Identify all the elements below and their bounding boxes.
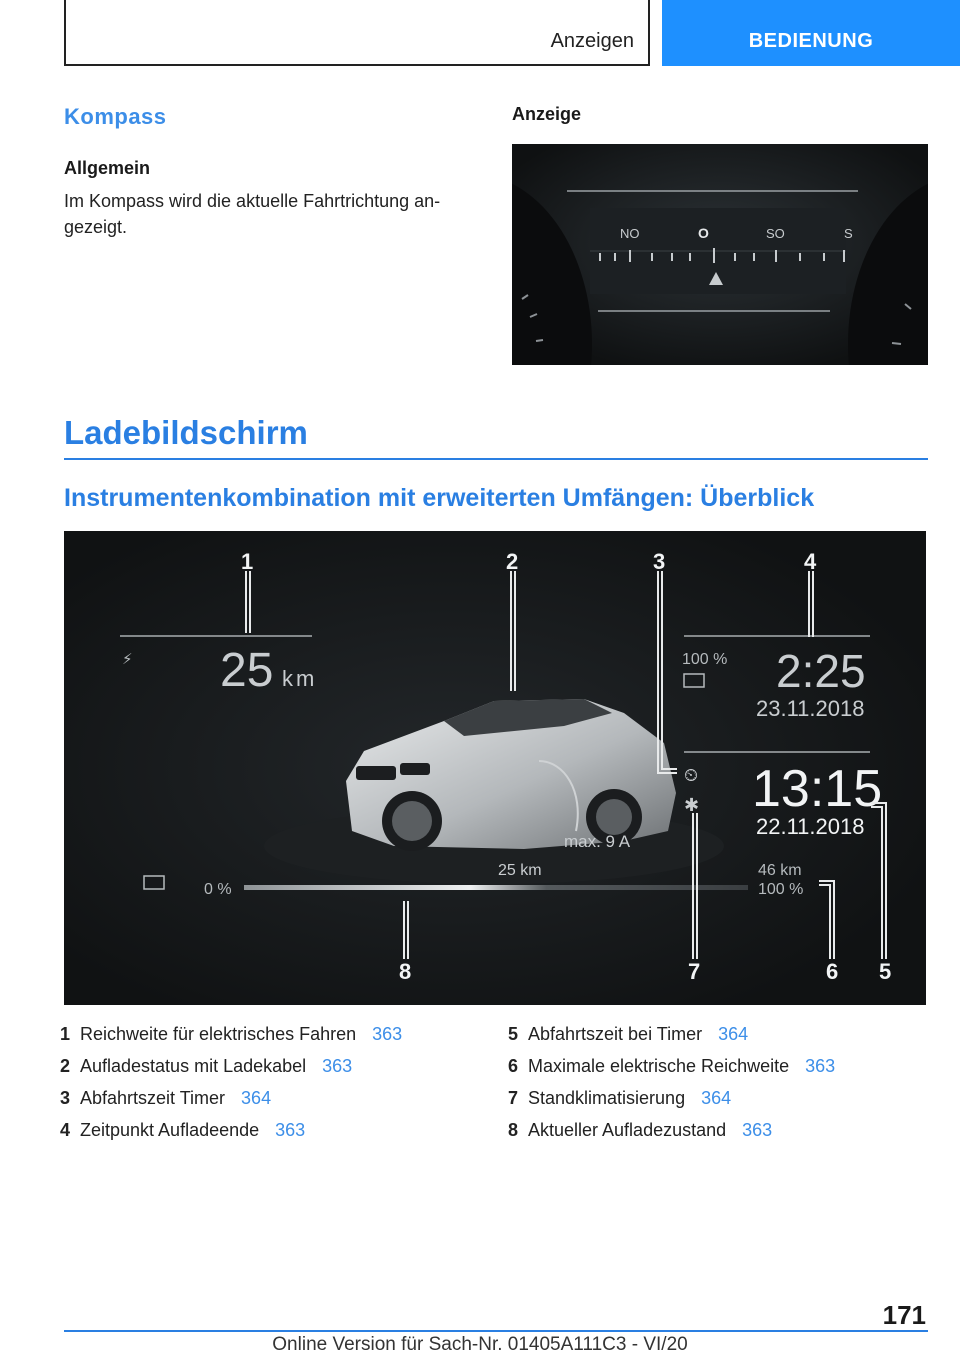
legend-right-column <box>498 1018 835 1146</box>
page-reference-link[interactable]: 363 <box>322 1056 353 1076</box>
ladebildschirm-heading: Ladebildschirm <box>64 414 308 451</box>
heading-rule <box>64 458 928 460</box>
page-reference-link[interactable]: 363 <box>805 1056 836 1076</box>
callout-5: 5 <box>879 959 892 984</box>
legend-item <box>50 1082 402 1114</box>
callout-6: 6 <box>826 959 839 984</box>
compass-label-no: NO <box>620 226 640 241</box>
legend-number: 1 <box>59 1024 70 1044</box>
bar-max-range: 46 km <box>758 862 802 879</box>
page-reference-link[interactable]: 363 <box>372 1024 403 1044</box>
departure-timer-icon: ⏲ <box>684 765 699 786</box>
callout-8: 8 <box>399 959 412 984</box>
allgemein-heading: Allgemein <box>64 158 151 178</box>
callout-4: 4 <box>804 549 817 574</box>
charge-end-time: 2:25 <box>776 645 866 697</box>
compass-label-o: O <box>698 225 709 241</box>
footer-online-version: Online Version für Sach-Nr. 01405A111C3 - VI/20 <box>272 1334 688 1355</box>
legend-text: Zeitpunkt Aufladeende <box>80 1120 260 1140</box>
page-number: 171 <box>882 1300 926 1330</box>
compass-label-so: SO <box>766 226 785 241</box>
legend-number: 3 <box>59 1088 70 1108</box>
compass-label-s: S <box>844 226 853 241</box>
legend-text: Reichweite für elektrisches Fahren <box>80 1024 357 1044</box>
departure-date: 22.11.2018 <box>756 814 865 839</box>
charge-end-date: 23.11.2018 <box>756 696 865 721</box>
legend-item <box>498 1114 835 1146</box>
chapter-tab[interactable] <box>662 0 960 66</box>
legend-left-column <box>50 1018 402 1146</box>
legend-text: Standklimatisierung <box>528 1088 686 1108</box>
callout-7: 7 <box>688 959 701 984</box>
page-reference-link[interactable]: 364 <box>241 1088 272 1108</box>
page-reference-link[interactable]: 363 <box>275 1120 306 1140</box>
kompass-heading: Kompass <box>64 104 167 129</box>
bar-start-label: 0 % <box>204 881 232 898</box>
fan-icon: ✱ <box>684 795 700 816</box>
callout-2: 2 <box>506 549 519 574</box>
legend-text: Aktueller Aufladezustand <box>528 1120 727 1140</box>
departure-time: 13:15 <box>752 760 883 818</box>
legend-text: Maximale elektrische Reichweite <box>528 1056 790 1076</box>
callout-3: 3 <box>653 549 666 574</box>
legend-number: 4 <box>59 1120 70 1140</box>
legend-number: 8 <box>507 1120 518 1140</box>
legend-number: 5 <box>507 1024 518 1044</box>
percent-top: 100 % <box>682 651 728 668</box>
legend-text: Abfahrtszeit Timer <box>80 1088 226 1108</box>
legend-number: 7 <box>507 1088 518 1108</box>
page-reference-link[interactable]: 364 <box>701 1088 732 1108</box>
bar-range-label: 25 km <box>498 862 542 879</box>
legend-number: 2 <box>59 1056 70 1076</box>
instrument-cluster-heading: Instrumentenkombination mit erweiterten Umfängen: Überblick <box>64 484 815 512</box>
legend-item <box>50 1114 402 1146</box>
anzeige-heading: Anzeige <box>512 104 582 124</box>
max-current: max. 9 A <box>564 832 631 851</box>
page-reference-link[interactable]: 364 <box>718 1024 749 1044</box>
legend-text: Abfahrtszeit bei Timer <box>528 1024 703 1044</box>
legend-text: Aufladestatus mit Ladekabel <box>80 1056 307 1076</box>
bar-max-percent: 100 % <box>758 881 804 898</box>
legend-item <box>498 1082 835 1114</box>
compass-display-image <box>512 144 928 365</box>
legend-item <box>50 1050 402 1082</box>
range-unit: km <box>282 666 318 691</box>
range-value: 25 <box>220 644 274 697</box>
legend-number: 6 <box>507 1056 518 1076</box>
legend-item <box>498 1018 835 1050</box>
allgemein-text: Im Kompass wird die aktuelle Fahrtrichtung an-gezeigt. <box>64 191 441 237</box>
charge-progress-bar <box>244 885 748 890</box>
callout-1: 1 <box>241 549 254 574</box>
footer-rule <box>64 1330 928 1332</box>
charging-screen-image <box>64 531 926 1005</box>
page-reference-link[interactable]: 363 <box>742 1120 773 1140</box>
header-section-label: Anzeigen <box>550 30 634 52</box>
plug-range-icon: ⚡ <box>122 650 133 668</box>
chapter-tab-label: BEDIENUNG <box>748 30 874 52</box>
legend-item <box>50 1018 402 1050</box>
header-section-box <box>64 0 650 66</box>
legend-item <box>498 1050 835 1082</box>
